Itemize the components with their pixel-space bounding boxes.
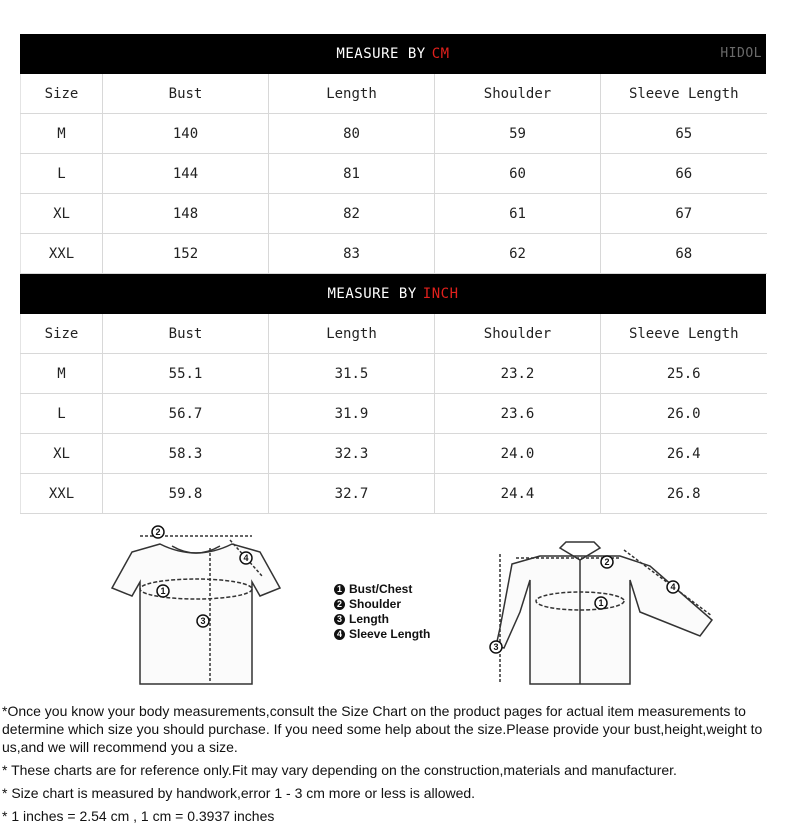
legend-item-shoulder [334, 597, 430, 612]
table-cell: 26.8 [601, 474, 767, 514]
table-cell: 81 [269, 154, 435, 194]
column-header: Length [269, 314, 435, 354]
column-header: Shoulder [435, 74, 601, 114]
table-cell: L [21, 394, 103, 434]
table-cell: 26.0 [601, 394, 767, 434]
cm-size-table [20, 34, 766, 274]
table-cell: 152 [103, 234, 269, 274]
note-handwork-error: * Size chart is measured by handwork,error 1 - 3 cm more or less is allowed. [2, 785, 476, 801]
marker-4: 4 [670, 582, 676, 592]
size-notes [2, 702, 787, 830]
table-cell: 55.1 [103, 354, 269, 394]
note-reference-only: * These charts are for reference only.Fit may vary depending on the construction,materials and manufacturer. [2, 762, 677, 778]
column-header: Bust [103, 314, 269, 354]
table-cell: 59.8 [103, 474, 269, 514]
marker-1: 1 [160, 586, 166, 596]
table-cell: 59 [435, 114, 601, 154]
legend-number: 1 [334, 584, 345, 595]
tshirt-diagram [112, 536, 280, 684]
table-cell: 66 [601, 154, 767, 194]
column-header: Size [21, 74, 103, 114]
column-header: Bust [103, 74, 269, 114]
column-header: Sleeve Length [601, 314, 767, 354]
legend-number: 4 [334, 629, 345, 640]
table-cell: 58.3 [103, 434, 269, 474]
table-cell: XXL [21, 234, 103, 274]
table-cell: 24.4 [435, 474, 601, 514]
table-row [21, 434, 767, 474]
cm-table-header [20, 34, 766, 74]
column-header: Size [21, 314, 103, 354]
brand-watermark: HIDOL [720, 46, 762, 61]
table-cell: 31.9 [269, 394, 435, 434]
legend-number: 2 [334, 599, 345, 610]
cm-unit-label: CM [431, 46, 450, 62]
legend-label: Length [349, 612, 389, 626]
legend-label: Bust/Chest [349, 582, 413, 596]
legend-number: 3 [334, 614, 345, 625]
table-cell: 83 [269, 234, 435, 274]
inch-table-header [20, 274, 766, 314]
table-row [21, 154, 767, 194]
table-cell: 23.2 [435, 354, 601, 394]
cm-table-title: MEASURE BY [336, 46, 426, 62]
table-cell: 140 [103, 114, 269, 154]
table-cell: 80 [269, 114, 435, 154]
header-row [21, 74, 767, 114]
inch-table-grid [20, 314, 767, 514]
table-cell: 62 [435, 234, 601, 274]
table-row [21, 474, 767, 514]
cm-table-grid [20, 74, 767, 274]
table-row [21, 234, 767, 274]
inch-table-title: MEASURE BY [327, 286, 417, 302]
note-body-measurements: *Once you know your body measurements,consult the Size Chart on the product pages for actual item measurements to determine which size you should purchase. If you need some help about the size.Please provide your bust,height,weight to us,and we will recommend you a size. [2, 703, 763, 755]
table-cell: 23.6 [435, 394, 601, 434]
column-header: Length [269, 74, 435, 114]
inch-size-table [20, 274, 766, 514]
measurement-legend [334, 582, 430, 642]
legend-label: Sleeve Length [349, 627, 431, 641]
table-cell: XL [21, 434, 103, 474]
column-header: Shoulder [435, 314, 601, 354]
legend-item-sleeve-length [334, 627, 430, 642]
table-cell: L [21, 154, 103, 194]
table-cell: 31.5 [269, 354, 435, 394]
table-cell: 60 [435, 154, 601, 194]
table-cell: 32.7 [269, 474, 435, 514]
table-cell: XXL [21, 474, 103, 514]
marker-4: 4 [243, 553, 249, 563]
table-cell: XL [21, 194, 103, 234]
legend-item-length [334, 612, 430, 627]
table-cell: M [21, 114, 103, 154]
table-cell: 67 [601, 194, 767, 234]
table-cell: 61 [435, 194, 601, 234]
table-cell: M [21, 354, 103, 394]
table-cell: 68 [601, 234, 767, 274]
table-cell: 24.0 [435, 434, 601, 474]
marker-2: 2 [155, 527, 161, 537]
header-row [21, 314, 767, 354]
table-cell: 144 [103, 154, 269, 194]
legend-item-bust [334, 582, 430, 597]
table-row [21, 114, 767, 154]
table-cell: 148 [103, 194, 269, 234]
column-header: Sleeve Length [601, 74, 767, 114]
table-cell: 65 [601, 114, 767, 154]
note-unit-conversion: * 1 inches = 2.54 cm , 1 cm = 0.3937 inches [2, 808, 275, 824]
table-cell: 82 [269, 194, 435, 234]
table-row [21, 394, 767, 434]
table-cell: 26.4 [601, 434, 767, 474]
table-row [21, 194, 767, 234]
marker-1: 1 [598, 598, 604, 608]
marker-3: 3 [493, 642, 499, 652]
table-cell: 25.6 [601, 354, 767, 394]
table-cell: 56.7 [103, 394, 269, 434]
table-cell: 32.3 [269, 434, 435, 474]
inch-unit-label: INCH [422, 286, 459, 302]
marker-3: 3 [200, 616, 206, 626]
legend-label: Shoulder [349, 597, 402, 611]
marker-2: 2 [604, 557, 610, 567]
table-row [21, 354, 767, 394]
